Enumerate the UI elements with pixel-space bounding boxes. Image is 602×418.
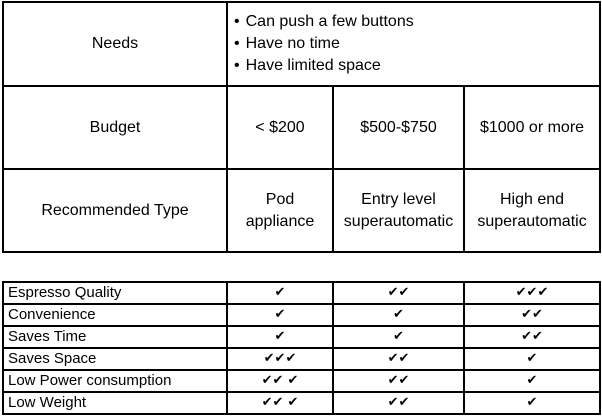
needs-item: • Have no time <box>234 33 599 55</box>
check-mark-cell: ✔ <box>464 370 600 392</box>
feature-label: Low Power consumption <box>3 370 227 392</box>
feature-label: Low Weight <box>3 392 227 414</box>
check-mark-cell: ✔✔ <box>333 282 464 304</box>
needs-item: • Can push a few buttons <box>234 11 599 33</box>
type-line: High end <box>499 190 565 208</box>
feature-label: Espresso Quality <box>3 282 227 304</box>
needs-row <box>3 2 600 86</box>
check-mark-cell: ✔ <box>333 304 464 326</box>
type-line: superautomatic <box>477 212 587 230</box>
feature-label: Saves Space <box>3 348 227 370</box>
budget-value: $500-$750 <box>333 86 464 169</box>
check-mark-cell: ✔ <box>464 392 600 414</box>
feature-label: Convenience <box>3 304 227 326</box>
budget-value: < $200 <box>227 86 333 169</box>
check-mark-cell: ✔ <box>227 282 333 304</box>
budget-value: $1000 or more <box>464 86 600 169</box>
feature-label: Saves Time <box>3 326 227 348</box>
check-mark-cell: ✔✔✔ <box>464 282 600 304</box>
feature-comparison-table <box>2 281 601 415</box>
check-mark-cell: ✔ <box>227 326 333 348</box>
needs-item: • Have limited space <box>234 55 599 77</box>
check-mark-cell: ✔✔ <box>333 370 464 392</box>
type-line: appliance <box>245 212 315 230</box>
check-mark-cell: ✔✔ <box>333 392 464 414</box>
type-line: Pod <box>265 190 295 208</box>
recommended-type-cell <box>464 169 600 252</box>
type-line: superautomatic <box>343 212 454 230</box>
recommended-type-cell <box>333 169 464 252</box>
check-mark-cell: ✔✔ <box>333 348 464 370</box>
check-mark-cell: ✔ <box>464 348 600 370</box>
check-mark-cell: ✔✔ ✔ <box>227 370 333 392</box>
table-row <box>3 326 600 348</box>
check-mark-cell: ✔✔ ✔ <box>227 392 333 414</box>
check-mark-cell: ✔✔ <box>464 304 600 326</box>
budget-label: Budget <box>3 86 227 169</box>
recommended-type-row <box>3 169 600 252</box>
check-mark-cell: ✔✔✔ <box>227 348 333 370</box>
recommended-type-label: Recommended Type <box>3 169 227 252</box>
needs-list <box>227 2 600 86</box>
table-row <box>3 392 600 414</box>
recommendation-table <box>2 1 601 253</box>
table-row <box>3 282 600 304</box>
recommended-type-cell <box>227 169 333 252</box>
table-row <box>3 348 600 370</box>
check-mark-cell: ✔ <box>227 304 333 326</box>
check-mark-cell: ✔✔ <box>464 326 600 348</box>
budget-row <box>3 86 600 169</box>
check-mark-cell: ✔ <box>333 326 464 348</box>
table-row <box>3 370 600 392</box>
type-line: Entry level <box>361 190 436 208</box>
needs-label: Needs <box>3 2 227 86</box>
table-row <box>3 304 600 326</box>
